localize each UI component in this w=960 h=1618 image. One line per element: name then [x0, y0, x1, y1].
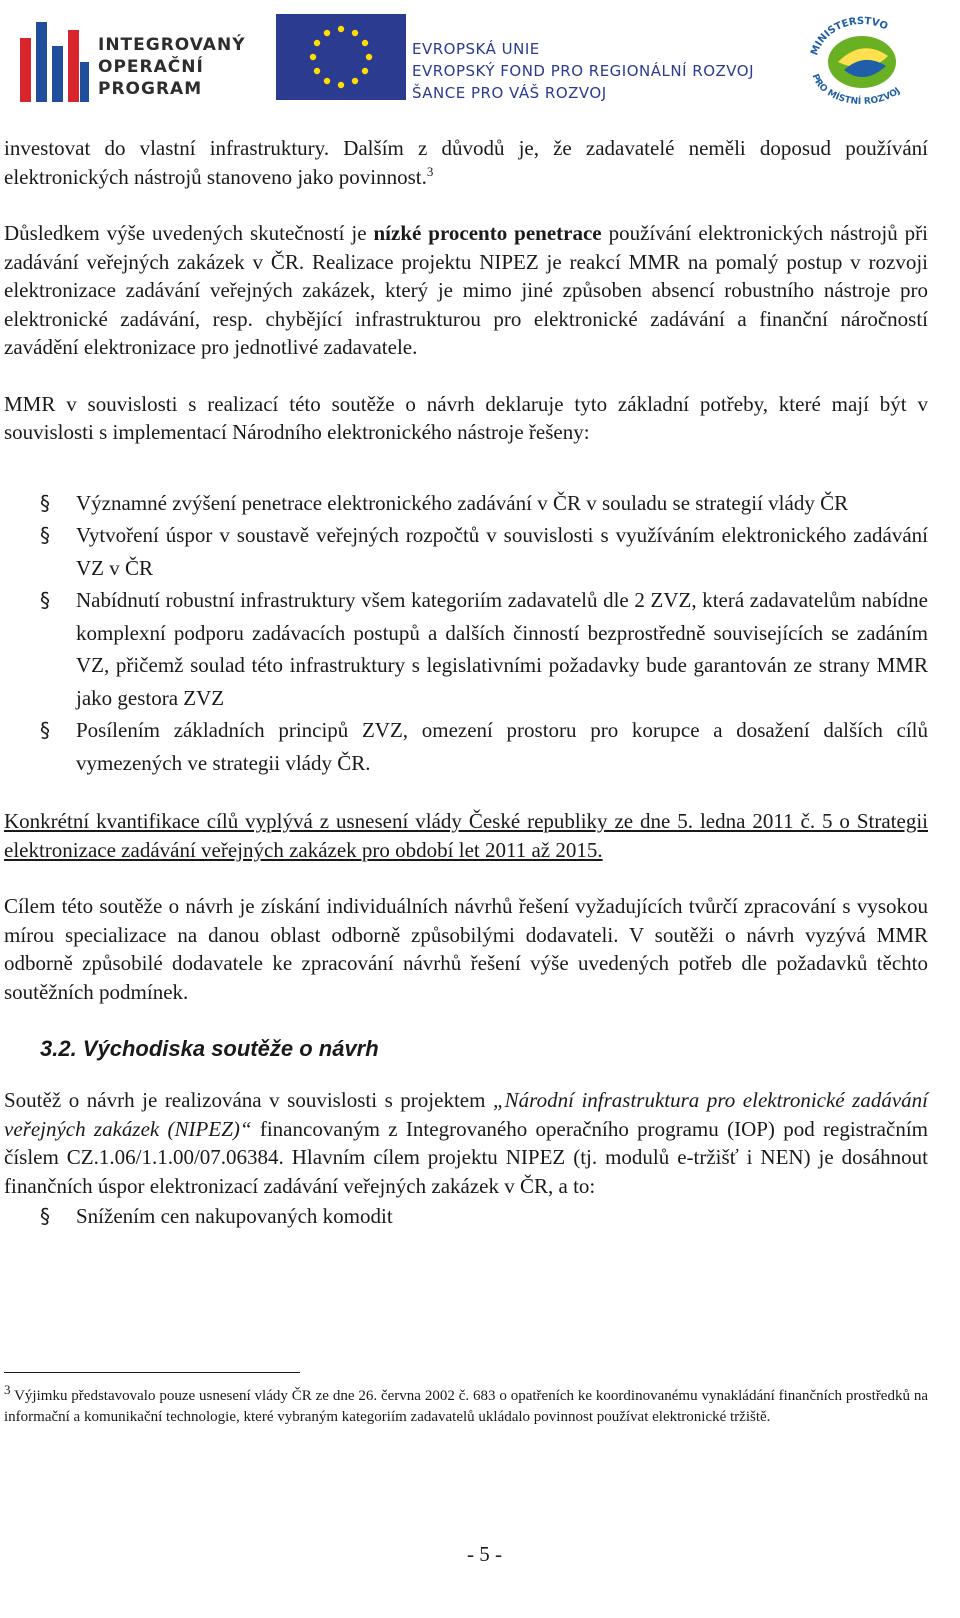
section-heading: 3.2. Východiska soutěže o návrh: [40, 1036, 379, 1061]
paragraph-text: používání elektronických nástrojů při zadávání veřejných zakázek v ČR. Realizace projektu NIPEZ je reakcí MMR na pomalý postup v rozvoji elektronizace zadávání veřejných zakázek, který je mimo jiné způsoben absencí robustního nástroje pro elektronické zadávání, resp. chybějící infrastrukturou pro elektronické zadávání a finanční náročností zavádění elektronizace pro jednotlivé zadavatele.: [4, 221, 928, 359]
paragraph: [4, 219, 928, 362]
paragraph-text: Důsledkem výše uvedených skutečností je: [4, 221, 374, 245]
list-item-text: Nabídnutí robustní infrastruktury všem kategoriím zadavatelů dle 2 ZVZ, která zadavatelům nabídne komplexní podporu zadávacích postupů a dalších činností bezprostředně souvisejících se zadáním VZ, přičemž soulad této infrastruktury s legislativními požadavky bude garantován ze strany MMR jako gestora ZVZ: [76, 588, 928, 710]
eu-logo-line: ŠANCE PRO VÁŠ ROZVOJ: [412, 84, 607, 102]
list-item-text: Snížením cen nakupovaných komodit: [76, 1204, 393, 1228]
footnote-reference: 3: [426, 163, 434, 179]
paragraph-text: investovat do vlastní infrastruktury. Dalším z důvodů je, že zadavatelé neměli doposud používání elektronických nástrojů stanoveno jako povinnost.: [4, 136, 928, 189]
iop-logo-bars-icon: [18, 16, 92, 104]
eu-logo-line: EVROPSKÝ FOND PRO REGIONÁLNÍ ROZVOJ: [412, 62, 755, 80]
section-bullet-icon: §: [40, 523, 50, 547]
section-bullet-icon: §: [40, 490, 50, 515]
eu-logo-text: [412, 38, 754, 104]
eu-logo-line: EVROPSKÁ UNIE: [412, 40, 540, 58]
iop-logo-line: OPERAČNÍ: [98, 57, 204, 77]
footnote-number: 3: [4, 1382, 11, 1397]
paragraph-text: financovaným z Integrovaného operačního programu (IOP) pod registračním číslem CZ.1.06/1.1.00/07.06384. Hlavním cílem projektu NIPEZ (tj. modulů e-tržišť i NEN) je dosáhnout finančních úspor elektronizací zadávání veřejných zakázek v ČR, a to:: [4, 1116, 928, 1198]
list-item: [4, 714, 928, 779]
mmr-logo-text-top: MINISTERSTVO: [809, 15, 890, 57]
mmr-logo-text-bottom: PRO MÍSTNÍ ROZVOJ: [809, 72, 903, 106]
iop-logo-line: PROGRAM: [98, 79, 203, 99]
list-item-text: Vytvoření úspor v soustavě veřejných rozpočtů v souvislosti s využíváním elektronického zadávání VZ v ČR: [76, 523, 928, 580]
document-page: [4, 0, 928, 1618]
eu-logo: [276, 14, 776, 102]
footnote-text: Výjimku představovalo pouze usnesení vlády ČR ze dne 26. června 2002 č. 683 o opatřeních ke koordinovanému vynakládání finančních prostředků na informační a komunikační technologie, které vybraným kategoriím zadavatelů ukládalo povinnost používat elektronické tržiště.: [4, 1388, 928, 1425]
footnote-divider: [4, 1372, 300, 1373]
iop-logo-line: INTEGROVANÝ: [98, 35, 246, 55]
list-item: [4, 584, 928, 714]
document-body: [4, 134, 928, 1233]
paragraph: Cílem této soutěže o návrh je získání individuálních návrhů řešení vyžadujících tvůrčí zpracování s vysokou mírou specializace na danou oblast odborně způsobilými dodavateli. V soutěži o návrh vyzývá MMR odborně způsobilé dodavatele ke zpracování návrhů řešení výše uvedených potřeb dle požadavků těchto soutěžních podmínek.: [4, 894, 928, 1004]
paragraph-text: Soutěž o návrh je realizována v souvislosti s projektem: [4, 1088, 493, 1112]
list-item: [4, 487, 928, 520]
paragraph: [4, 1086, 928, 1200]
savings-list: [4, 1200, 928, 1233]
eu-flag-icon: [276, 14, 406, 100]
footnote: [4, 1382, 928, 1428]
page-number-text: - 5 -: [467, 1542, 502, 1566]
paragraph: [4, 134, 928, 191]
mmr-logo-emblem-icon: [798, 12, 926, 106]
italic-phrase: „Národní infrastruktura pro elektronické zadávání veřejných zakázek (NIPEZ)“: [4, 1088, 928, 1141]
list-item-text: Významné zvýšení penetrace elektronického zadávání v ČR v souladu se strategií vlády ČR: [76, 490, 849, 515]
section-bullet-icon: §: [40, 718, 50, 742]
iop-logo-text: [98, 34, 246, 100]
list-item: [4, 1200, 928, 1233]
needs-list: [4, 487, 928, 780]
page-number: [4, 1542, 928, 1567]
quantification-paragraph: Konkrétní kvantifikace cílů vyplývá z usnesení vlády České republiky ze dne 5. ledna 2011 č. 5 o Strategii elektronizace zadávání veřejných zakázek pro období let 2011 až 2015.: [4, 809, 928, 862]
section-bullet-icon: §: [40, 588, 50, 612]
section-bullet-icon: §: [40, 1204, 50, 1228]
iop-logo: [18, 16, 248, 104]
bold-phrase: nízké procento penetrace: [373, 221, 602, 245]
list-item-text: Posílením základních principů ZVZ, omezení prostoru pro korupce a dosažení dalších cílů vymezených ve strategii vlády ČR.: [76, 718, 928, 775]
list-item: [4, 519, 928, 584]
logo-header: [18, 12, 928, 108]
paragraph: MMR v souvislosti s realizací této soutěže o návrh deklaruje tyto základní potřeby, které mají být v souvislosti s implementací Národního elektronického nástroje řešeny:: [4, 391, 928, 444]
mmr-logo: [798, 12, 926, 106]
